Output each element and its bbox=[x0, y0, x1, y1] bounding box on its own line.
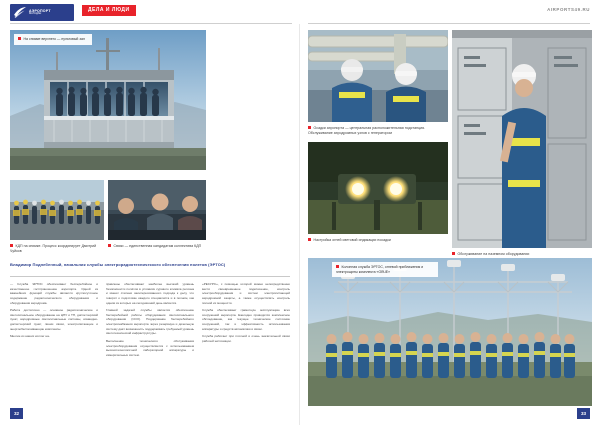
caption-staff: Связи — единственная кандидатам коллектива КДП bbox=[108, 244, 206, 249]
article-byline: Владимир Поднебенный, начальник службы электрорадиотехнического обеспечения полетов (ЭРТОС) bbox=[10, 262, 226, 267]
bullet-square-icon bbox=[18, 37, 21, 40]
header-divider bbox=[10, 23, 292, 24]
photo-apron-group bbox=[10, 180, 104, 240]
bullet-square-icon bbox=[336, 265, 339, 268]
header-divider-right bbox=[308, 23, 590, 24]
right-page bbox=[300, 0, 600, 425]
site-url: AIRPORTS49.RU bbox=[547, 7, 590, 12]
byline-divider bbox=[10, 276, 290, 277]
caption-platform: Осадки аэропорта — центральная расположительная подстанция. Обслуживание аэродромных узлов с генератором bbox=[308, 126, 426, 135]
article-column-1: — Служба ЭРТОС обеспечивает бесперебойное и качественное гостприношение аэропорта. Одной из важнейших функций службы является круглосуточное содержание радиотехнического оборудования и оборудования аэродрома. Работа достаточно — основное радиотехническое и светосигнальное оборудование на ЦПУ и ТП, диспетчерский пункт, аэродромные светосигнальные системы, командно-диспетчерский пункт, линии связи, электропитающие и энергообеспечивающие комплексы. Многие из наших коллег на- bbox=[10, 282, 98, 339]
page-number-right: 33 bbox=[577, 408, 590, 419]
airplane-swoosh-icon bbox=[13, 6, 27, 19]
caption-tower: На снимке верхнего — пультовый зал bbox=[14, 34, 92, 45]
photo-electrical-cabinet bbox=[452, 30, 592, 248]
logo-text: АЭРОПОРТ МАГАДАН bbox=[29, 8, 51, 16]
photo-substation-workers bbox=[308, 30, 448, 122]
left-page-header bbox=[0, 0, 300, 24]
section-tag: ДЕЛА И ЛЮДИ bbox=[82, 5, 136, 16]
page-number-left: 32 bbox=[10, 408, 23, 419]
caption-lights: Настройка огней световой индикации посадки bbox=[308, 238, 448, 243]
caption-kdp: КДП на снимке. Процесс координирует Дмитрий Чуйков bbox=[10, 244, 97, 253]
photo-team-antenna bbox=[308, 258, 592, 406]
article-column-3: «РЕСУРС», с помощью которой можно непосредственно вести своевременное подключение, контроль электрооборудования и систем электропитающей аэродромной защиты, а также осуществлять контроль полной их мощности. Служба обеспечивает грамотную эксплуатацию всех сооружений аэропорта. Ежегодно проводится комплексное обследование, как текущее техническое состояние сооружений, так и эффективность использования аппаратуры и средств автоматики и связи. Служба работает при плотной и очень значительной связи рабочей экспозиции. bbox=[202, 282, 290, 344]
right-page-header bbox=[300, 0, 600, 24]
article-column-2: правлены обеспечивают наиболее высокий уровень безопасности полётов в условиях сурового климата региона и имеют степени заинтересованного подхода к делу, что говорит о подготовке каждого специалиста и в полном, как одним из которых на сегодняшний день является. Главной задачей службы является обеспечение бесперебойной работы оборудования светосигнального оборудования (ССО). Поддержание бесперебойного электроснабжения аэропорта через резервную и дизельную систему даёт возможность поддерживать требуемый уровень светотехнической инфраструктуры. Выполнение технического обслуживания электрооборудования осуществляется с использованием высокотехнологичной лабораторной аппаратуры и измерительных систем. bbox=[106, 282, 195, 357]
caption-antenna: Колонная служба ЭРТОС, огневой приближения и электрощиты комплекта «ОВЧЕ» bbox=[332, 262, 438, 277]
bullet-square-icon bbox=[308, 126, 311, 129]
caption-equipment: Обслуживание на наземном оборудовании bbox=[452, 252, 592, 257]
bullet-square-icon bbox=[452, 252, 455, 255]
bullet-square-icon bbox=[108, 244, 111, 247]
airport-logo bbox=[10, 4, 74, 21]
bullet-square-icon bbox=[308, 238, 311, 241]
bullet-square-icon bbox=[10, 244, 13, 247]
photo-approach-lights bbox=[308, 142, 448, 234]
photo-control-tower bbox=[10, 30, 206, 170]
photo-briefing-room bbox=[108, 180, 206, 240]
